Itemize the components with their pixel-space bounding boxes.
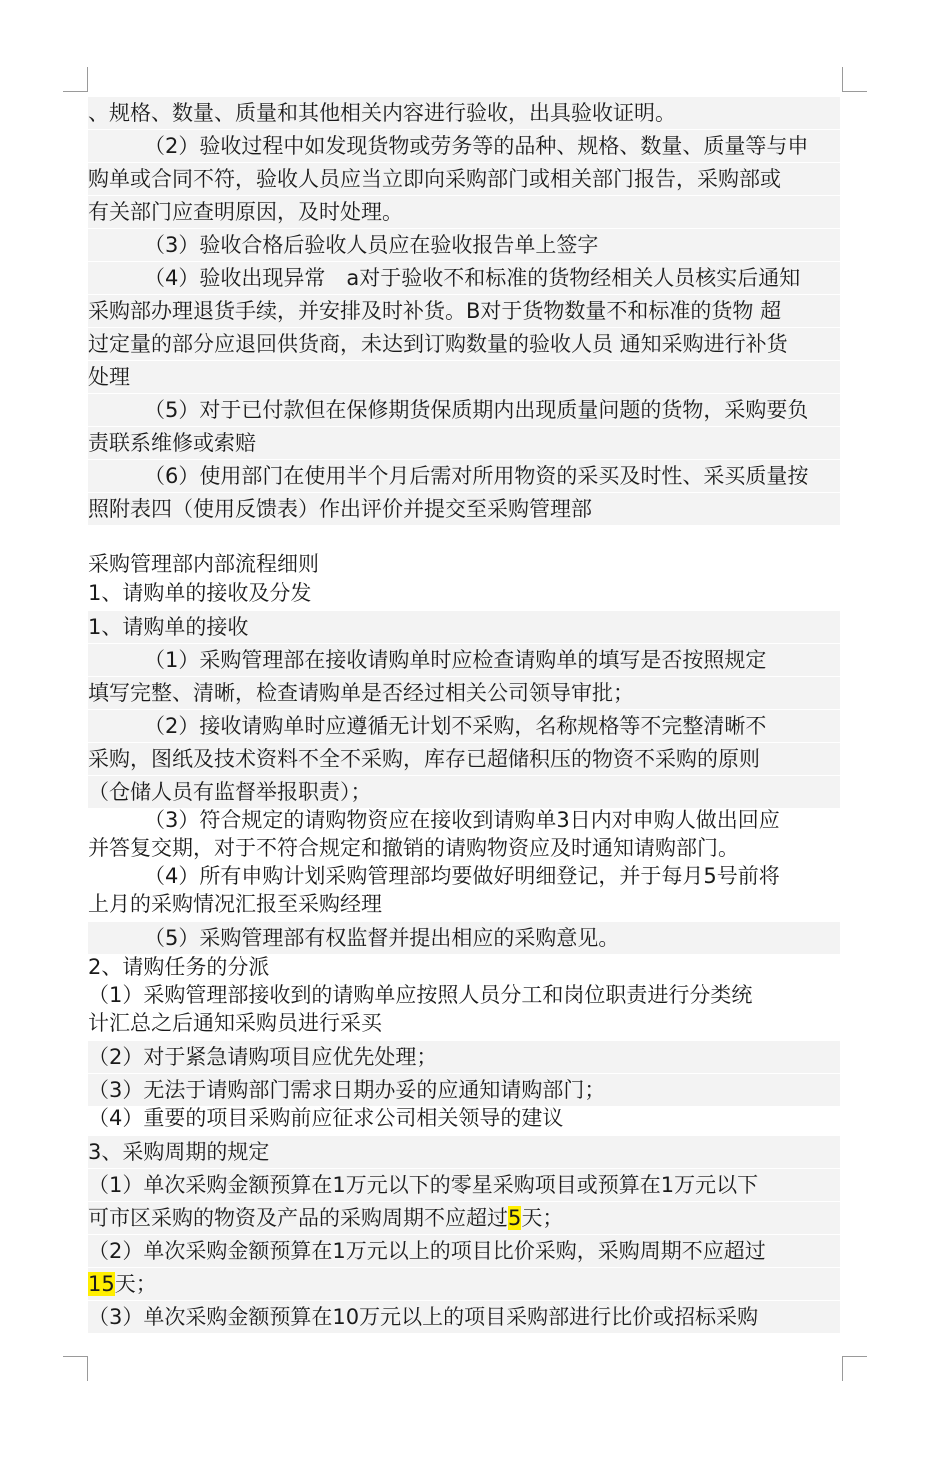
- text-line: （5）采购管理部有权监督并提出相应的采购意见。: [88, 922, 840, 954]
- text-line: 采购，图纸及技术资料不全不采购，库存已超储积压的物资不采购的原则: [88, 743, 840, 775]
- text-line: 照附表四（使用反馈表）作出评价并提交至采购管理部: [88, 493, 840, 525]
- text-line: （仓储人员有监督举报职责）；: [88, 776, 840, 808]
- text-line: （2）单次采购金额预算在1万元以上的项目比价采购，采购周期不应超过: [88, 1235, 840, 1267]
- text-line: （1）单次采购金额预算在1万元以下的零星采购项目或预算在1万元以下: [88, 1169, 840, 1201]
- text-line: （4）所有申购计划采购管理部均要做好明细登记，并于每月5号前将: [144, 864, 780, 888]
- highlighted-value: 5: [508, 1206, 522, 1230]
- text-segment: 天；: [521, 1206, 564, 1230]
- text-line: （1）采购管理部接收到的请购单应按照人员分工和岗位职责进行分类统: [88, 983, 753, 1007]
- text-line: 计汇总之后通知采购员进行采买: [88, 1011, 382, 1035]
- page-corner-mark: [63, 1356, 88, 1381]
- text-line: 采购部办理退货手续，并安排及时补货。B对于货物数量不和标准的货物 超: [88, 295, 840, 327]
- text-line: 处理: [88, 361, 840, 393]
- text-line: 填写完整、清晰，检查请购单是否经过相关公司领导审批；: [88, 677, 840, 709]
- heading: 1、请购单的接收及分发: [88, 581, 312, 605]
- text-segment: 天；: [114, 1272, 157, 1296]
- text-line: （3）验收合格后验收人员应在验收报告单上签字: [88, 229, 840, 261]
- text-line: [88, 1268, 840, 1300]
- text-line: [88, 1202, 840, 1234]
- page-corner-mark: [63, 67, 88, 92]
- text-line: 、规格、数量、质量和其他相关内容进行验收，出具验收证明。: [88, 97, 840, 129]
- text-line: （3）符合规定的请购物资应在接收到请购单3日内对申购人做出回应: [144, 808, 780, 832]
- text-line: （3）无法于请购部门需求日期办妥的应通知请购部门；: [88, 1074, 840, 1106]
- text-line: （6）使用部门在使用半个月后需对所用物资的采买及时性、采买质量按: [88, 460, 840, 492]
- text-line: （2）接收请购单时应遵循无计划不采购，名称规格等不完整清晰不: [88, 710, 840, 742]
- section-title: 采购管理部内部流程细则: [88, 552, 319, 576]
- text-line: （2）对于紧急请购项目应优先处理；: [88, 1041, 840, 1073]
- text-line: 责联系维修或索赔: [88, 427, 840, 459]
- text-segment: 可市区采购的物资及产品的采购周期不应超过: [88, 1206, 508, 1230]
- text-line: 购单或合同不符，验收人员应当立即向采购部门或相关部门报告，采购部或: [88, 163, 840, 195]
- heading: 2、请购任务的分派: [88, 955, 270, 979]
- text-line: 过定量的部分应退回供货商，未达到订购数量的验收人员 通知采购进行补货: [88, 328, 840, 360]
- text-line: （1）采购管理部在接收请购单时应检查请购单的填写是否按照规定: [88, 644, 840, 676]
- page-corner-mark: [842, 1356, 867, 1381]
- text-line: 有关部门应查明原因，及时处理。: [88, 196, 840, 228]
- text-line: 上月的采购情况汇报至采购经理: [88, 892, 382, 916]
- text-line: （5）对于已付款但在保修期货保质期内出现质量问题的货物，采购要负: [88, 394, 840, 426]
- text-line: （3）单次采购金额预算在10万元以上的项目采购部进行比价或招标采购: [88, 1301, 840, 1333]
- page-corner-mark: [842, 67, 867, 92]
- text-line: 并答复交期，对于不符合规定和撤销的请购物资应及时通知请购部门。: [88, 836, 739, 860]
- text-line: （4）验收出现异常 a对于验收不和标准的货物经相关人员核实后通知: [88, 262, 840, 294]
- text-line: （2）验收过程中如发现货物或劳务等的品种、规格、数量、质量等与申: [88, 130, 840, 162]
- highlighted-value: 15: [88, 1272, 115, 1296]
- text-line: （4）重要的项目采购前应征求公司相关领导的建议: [88, 1106, 564, 1130]
- heading: 1、请购单的接收: [88, 611, 840, 643]
- heading: 3、采购周期的规定: [88, 1136, 840, 1168]
